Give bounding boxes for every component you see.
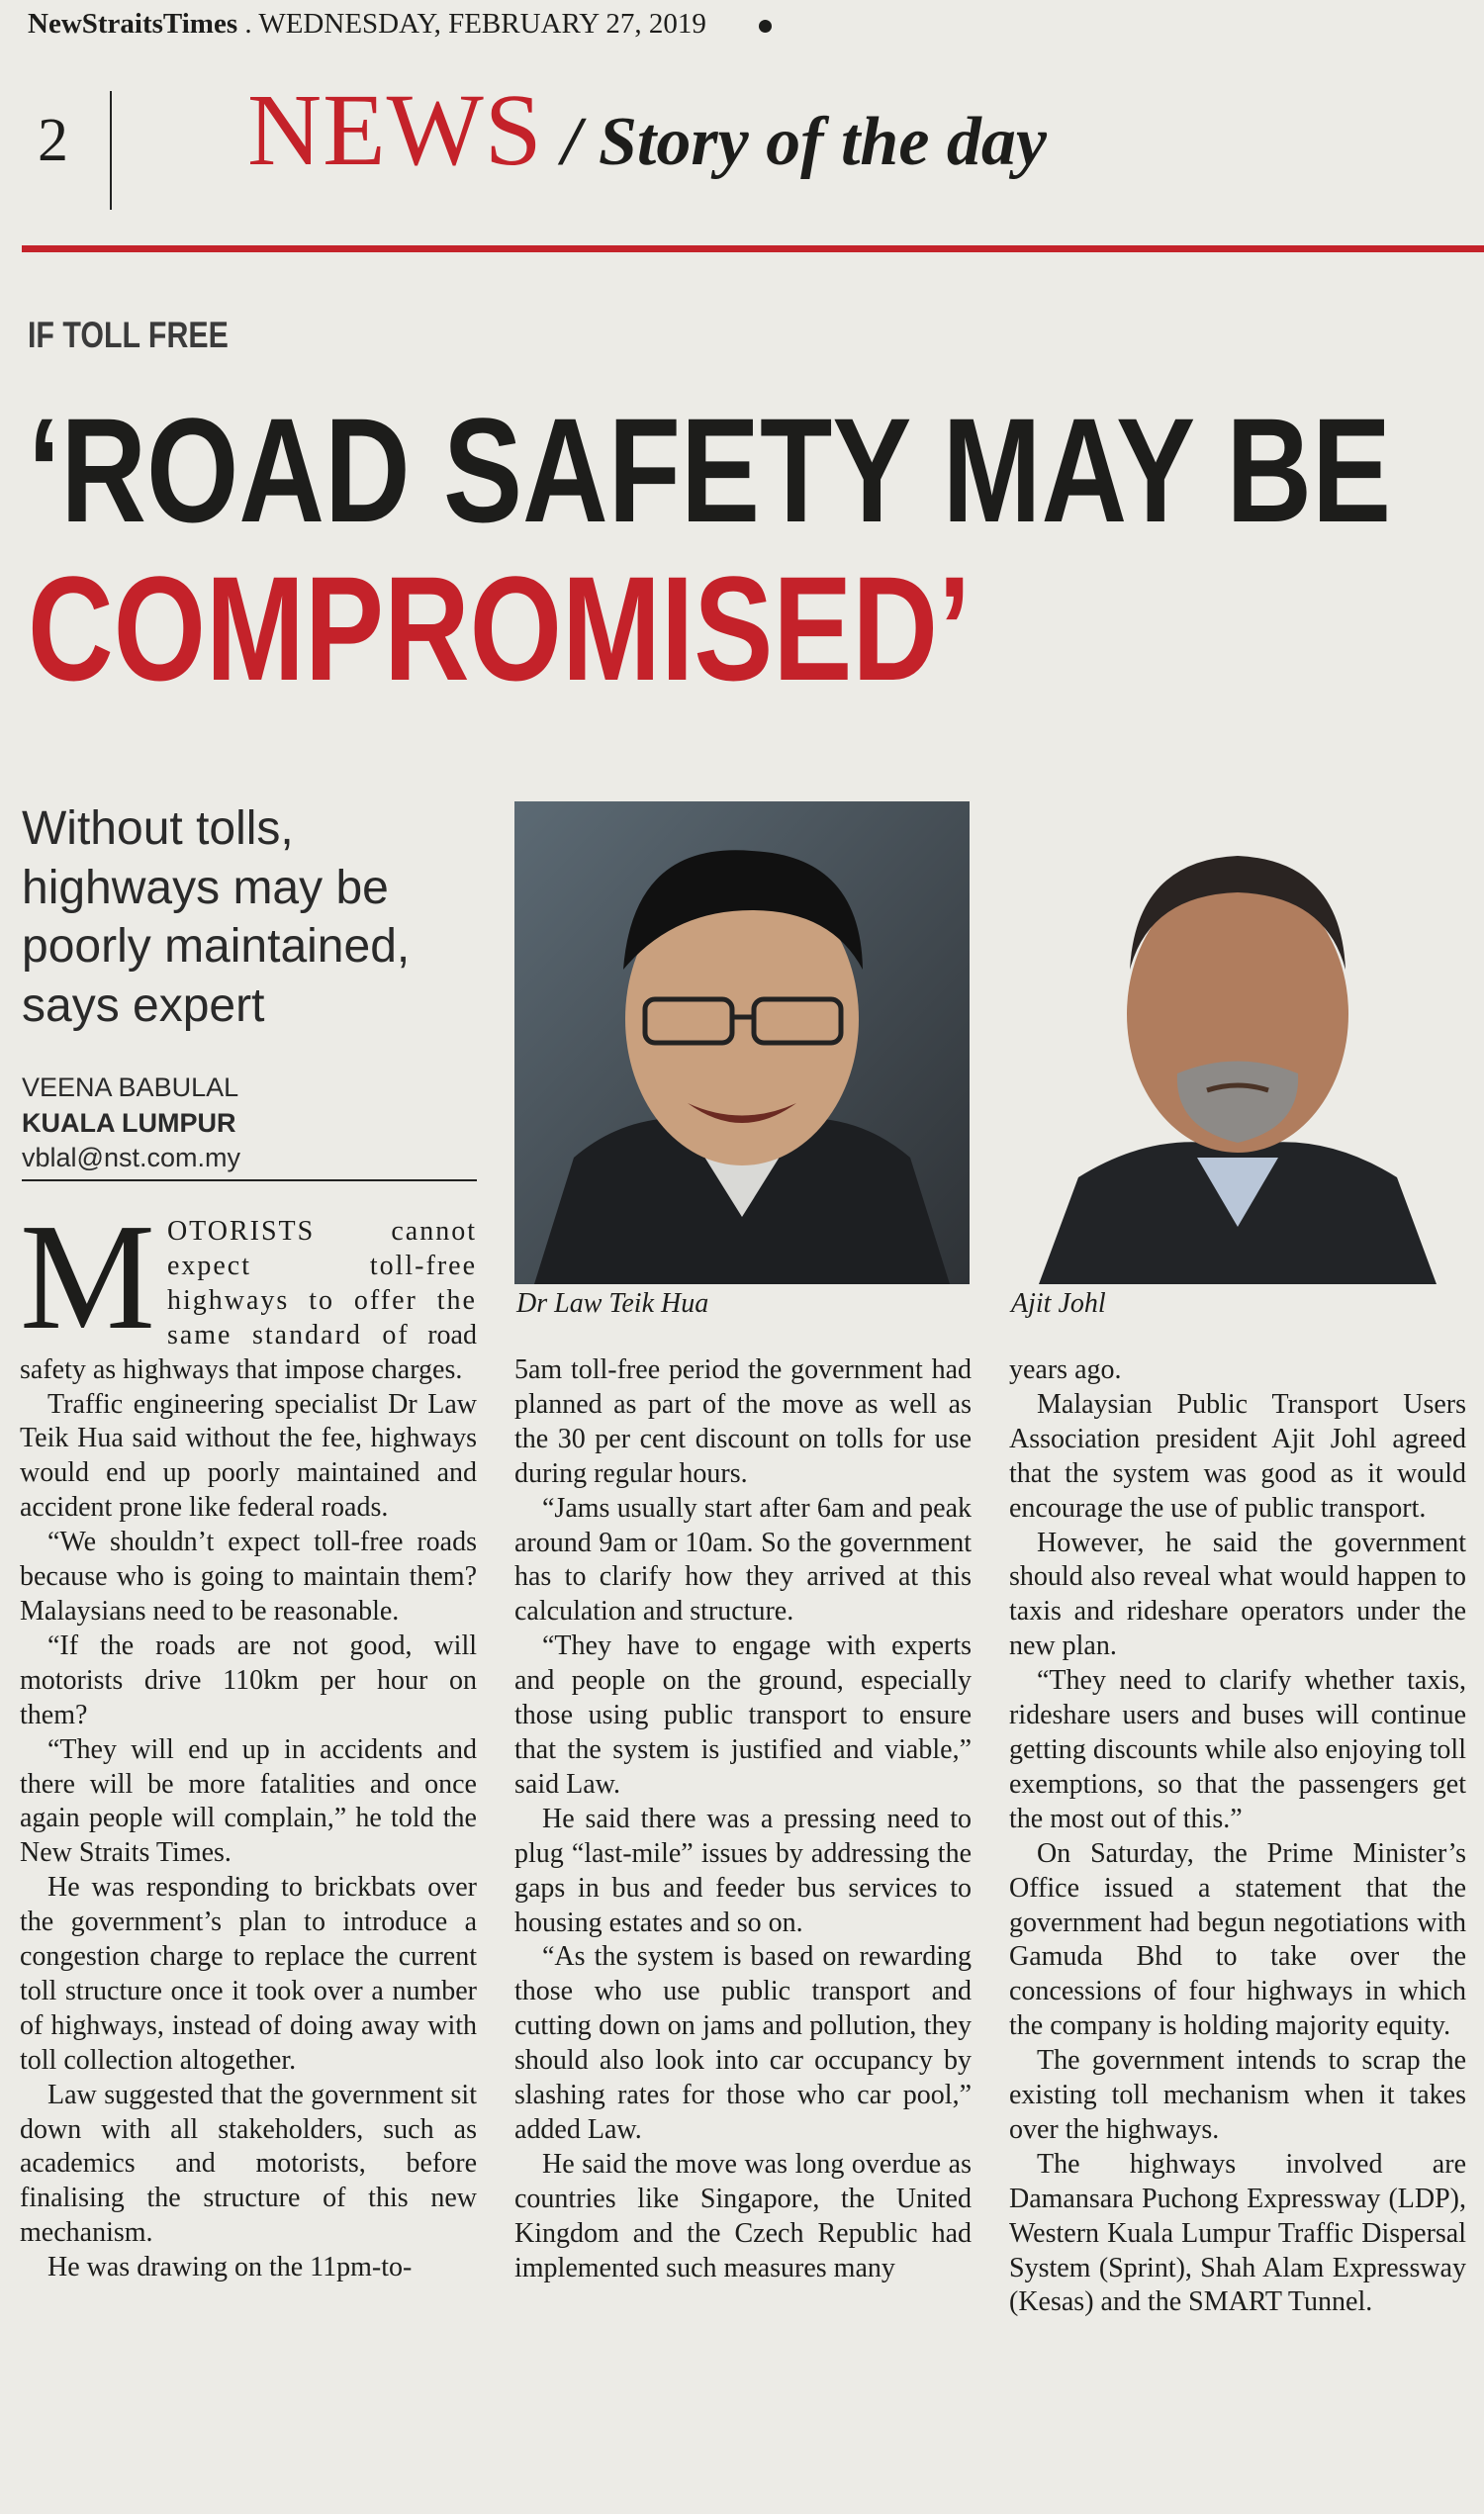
publication-date: WEDNESDAY, FEBRUARY 27, 2019: [258, 8, 706, 40]
paragraph: “They have to engage with experts and people on the ground, especially those using public transport to ensure that the system is justified and viable,” said Law.: [514, 1630, 972, 1800]
byline-rule: [22, 1179, 477, 1181]
article-column-2: [514, 1353, 972, 2285]
bullet-icon: [759, 20, 772, 33]
paragraph: Law suggested that the government sit down with all stakeholders, such as academics and motorists, before finalising the structure of this new mechanism.: [20, 2079, 477, 2249]
kicker: IF TOLL FREE: [28, 315, 229, 355]
paragraph: “They will end up in accidents and there will be more fatalities and once again people will complain,” he told the New Straits Times.: [20, 1733, 477, 1869]
paragraph: “Jams usually start after 6am and peak around 9am or 10am. So the government has to clarify how they arrived at this calculation and structure.: [514, 1492, 972, 1628]
drop-cap: M: [20, 1193, 155, 1361]
headline: [28, 387, 1392, 711]
portrait-illustration: [514, 801, 970, 1284]
lead-text-caps: OTORISTS cannot expect toll-free highways to offer the same standard of: [166, 1216, 477, 1350]
header-divider: [110, 91, 112, 210]
paragraph: Malaysian Public Transport Users Association president Ajit Johl agreed that the system was good as it would encourage the use of public transport.: [1009, 1388, 1466, 1524]
paragraph: He said the move was long overdue as countries like Singapore, the United Kingdom and the Czech Republic had implemented such measures many: [514, 2148, 972, 2283]
paragraph: “They need to clarify whether taxis, rideshare users and buses will continue getting discounts while also enjoying toll exemptions, so that the passengers get the most out of this.”: [1009, 1665, 1466, 1834]
paragraph: “As the system is based on rewarding those who use public transport and cutting down on jams and pollution, they should also look into car occupancy by slashing rates for those who car pool,” added Law.: [514, 1941, 972, 2145]
byline: [22, 1071, 477, 1176]
newspaper-name: NewStraitsTimes: [28, 8, 238, 40]
paragraph: He said there was a pressing need to plug “last-mile” issues by addressing the gaps in bus and feeder bus services to housing estates and so on.: [514, 1803, 972, 1938]
paragraph: He was drawing on the 11pm-to-: [47, 2252, 413, 2283]
photo-caption-johl: Ajit Johl: [1011, 1288, 1106, 1319]
paragraph: The highways involved are Damansara Puchong Expressway (LDP), Western Kuala Lumpur Traffic Dispersal System (Sprint), Shah Alam Expressway (Kesas) and the SMART Tunnel.: [1009, 2148, 1466, 2318]
paragraph: “If the roads are not good, will motorists drive 110km per hour on them?: [20, 1629, 477, 1730]
standfirst: Without tolls, highways may be poorly maintained, says expert: [22, 802, 411, 1032]
paragraph: “We shouldn’t expect toll-free roads because who is going to maintain them? Malaysians need to be reasonable.: [20, 1527, 477, 1627]
article-column-1: [20, 1193, 477, 2285]
lead-text-rest: road safety as highways that impose charges.: [20, 1319, 477, 1385]
paragraph: Traffic engineering specialist Dr Law Teik Hua said without the fee, highways would end up poorly maintained and accident prone like federal roads.: [20, 1388, 477, 1524]
page-header: [28, 61, 1472, 210]
paragraph: The government intends to scrap the existing toll mechanism when it takes over the highways.: [1009, 2045, 1466, 2145]
paragraph: years ago.: [1009, 1354, 1122, 1385]
portrait-photo-johl: [1009, 801, 1466, 1284]
lead-paragraph: [20, 1193, 477, 1388]
portrait-photo-law: [514, 801, 970, 1284]
section-rule: [22, 245, 1484, 252]
headline-line-2: COMPROMISED’: [28, 545, 972, 711]
byline-location: KUALA LUMPUR: [22, 1107, 236, 1138]
article-column-3: [1009, 1353, 1466, 2320]
headline-line-1: ‘ROAD SAFETY MAY BE: [28, 387, 1392, 553]
subsection-title: / Story of the day: [562, 104, 1047, 180]
masthead: [28, 8, 1413, 44]
photo-caption-law: Dr Law Teik Hua: [516, 1288, 709, 1319]
masthead-separator: .: [244, 8, 252, 40]
paragraph: However, he said the government should also reveal what would happen to taxis and rideshare operators under the new plan.: [1009, 1527, 1466, 1662]
paragraph: He was responding to brickbats over the government’s plan to introduce a congestion charge to replace the current toll structure once it took over a number of highways, instead of doing away with toll collection altogether.: [20, 1872, 477, 2076]
portrait-illustration-2: [1009, 801, 1466, 1284]
section-title: NEWS: [247, 73, 543, 187]
byline-author: VEENA BABULAL: [22, 1072, 239, 1102]
paragraph: On Saturday, the Prime Minister’s Office issued a statement that the government had begun negotiations with Gamuda Bhd to take over the concessions of four highways in which the company is holding majority equity.: [1009, 1837, 1466, 2042]
byline-email: vblal@nst.com.my: [22, 1143, 240, 1173]
paragraph: 5am toll-free period the government had planned as part of the move as well as the 30 per cent discount on tolls for use during regular hours.: [514, 1354, 972, 1489]
page-number: 2: [38, 107, 68, 174]
